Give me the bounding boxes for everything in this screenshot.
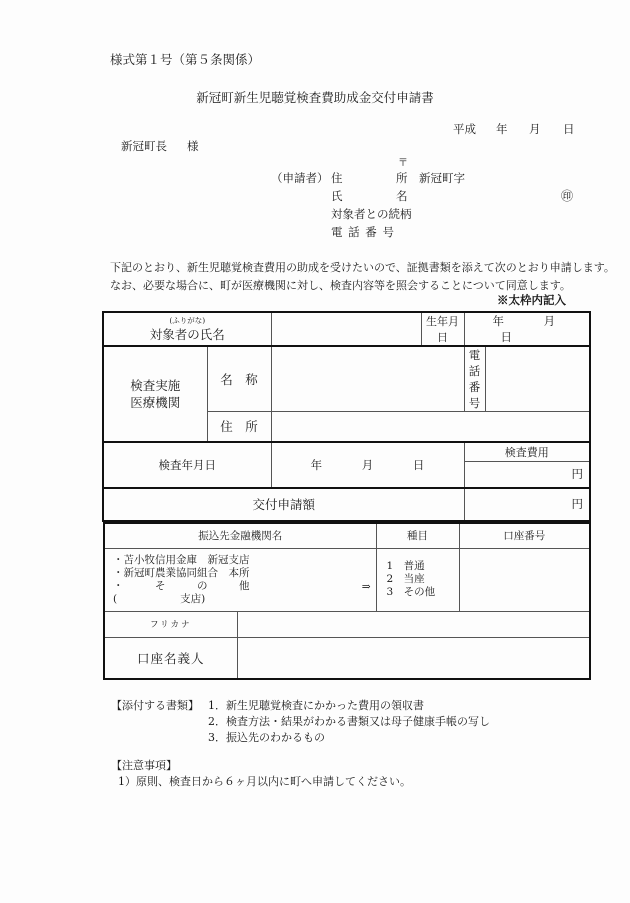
inst-name-label: 名 称 bbox=[207, 346, 271, 412]
subject-name-field[interactable] bbox=[271, 312, 421, 346]
attachments-label: 【添付する書類】 bbox=[111, 699, 199, 712]
holder-kana-field[interactable] bbox=[237, 611, 590, 637]
inst-address-label: 住 所 bbox=[207, 412, 271, 442]
account-header: 口座番号 bbox=[459, 523, 590, 548]
date-era: 平成 bbox=[453, 122, 476, 136]
bank-option-niikappu-ja[interactable]: ・新冠町農業協同組合 本所 bbox=[113, 566, 250, 579]
note-item: 1）原則、検査日から６ヶ月以内に町へ申請してください。 bbox=[118, 775, 411, 788]
date-day-field[interactable]: 日 bbox=[563, 122, 575, 136]
notes-label: 【注意事項】 bbox=[111, 759, 177, 772]
type-option-current[interactable]: 2 当座 bbox=[386, 573, 425, 585]
inst-address-field[interactable] bbox=[271, 412, 590, 442]
furigana-label: (ふりがな) bbox=[169, 315, 206, 325]
account-number-field[interactable] bbox=[459, 548, 590, 611]
bank-option-tomakomai[interactable]: ・苫小牧信用金庫 新冠支店 bbox=[113, 553, 250, 566]
exam-date-field[interactable]: 年 月 日 bbox=[271, 442, 464, 488]
kana-label: フリカナ bbox=[104, 611, 237, 637]
intro-line-2: なお、必要な場合に、町が医療機関に対し、検査内容等を照会することについて同意します。 bbox=[110, 279, 571, 292]
bank-options[interactable] bbox=[104, 548, 376, 611]
bank-option-other[interactable]: ・ そ の 他 bbox=[113, 579, 250, 592]
page-title: 新冠町新生児聴覚検査費助成金交付申請書 bbox=[196, 90, 434, 105]
bank-header: 振込先金融機関名 bbox=[104, 523, 376, 548]
exam-cost-label: 検査費用 bbox=[464, 442, 590, 462]
exam-cost-field[interactable]: 円 bbox=[464, 462, 590, 488]
date-year-field[interactable]: 年 bbox=[496, 122, 508, 136]
institution-label: 検査実施 医療機関 bbox=[103, 346, 207, 442]
phone-label: 電 話 番 号 bbox=[331, 225, 395, 239]
address-field[interactable]: 新冠町字 bbox=[419, 171, 465, 185]
type-option-ordinary[interactable]: 1 普通 bbox=[386, 560, 425, 572]
applicant-label: （申請者） bbox=[271, 171, 329, 185]
birthdate-field[interactable]: 年 月 日 bbox=[464, 312, 590, 346]
exam-date-label: 検査年月日 bbox=[103, 442, 271, 488]
holder-label: 口座名義人 bbox=[104, 637, 237, 679]
name-label-1: 氏 bbox=[331, 189, 343, 203]
bank-branch-field[interactable]: ( 支店) bbox=[113, 592, 206, 605]
inst-phone-label: 電話番号 bbox=[464, 346, 485, 412]
address-label-2: 所 bbox=[396, 171, 408, 185]
intro-line-1: 下記のとおり、新生児聴覚検査費用の助成を受けたいので、証拠書類を添えて次のとおり申請します。 bbox=[110, 261, 615, 274]
holder-name-field[interactable] bbox=[237, 637, 590, 679]
account-type-options[interactable] bbox=[376, 548, 459, 611]
attachment-item: 3．振込先のわかるもの bbox=[208, 731, 325, 744]
request-amount-label: 交付申請額 bbox=[103, 488, 464, 521]
type-header: 種目 bbox=[376, 523, 459, 548]
address-label-1: 住 bbox=[331, 171, 343, 185]
inst-phone-field[interactable] bbox=[485, 346, 590, 412]
bank-transfer-table bbox=[103, 522, 591, 680]
application-table bbox=[102, 311, 591, 522]
relation-label: 対象者との続柄 bbox=[331, 207, 412, 221]
request-amount-field[interactable]: 円 bbox=[464, 488, 590, 521]
arrow-right-icon: ⇒ bbox=[361, 580, 371, 593]
addressee-honorific: 様 bbox=[187, 139, 199, 153]
date-month-field[interactable]: 月 bbox=[529, 122, 541, 136]
addressee-name: 新冠町長 bbox=[121, 139, 167, 153]
subject-name-label: (ふりがな) 対象者の氏名 bbox=[103, 312, 271, 346]
attachment-item: 1．新生児聴覚検査にかかった費用の領収書 bbox=[208, 699, 424, 712]
bold-frame-note: ※太枠内記入 bbox=[497, 293, 566, 307]
attachment-item: 2．検査方法・結果がわかる書類又は母子健康手帳の写し bbox=[208, 715, 490, 728]
postal-mark: 〒 bbox=[398, 158, 408, 169]
inst-name-field[interactable] bbox=[271, 346, 464, 412]
birthdate-label: 生年月日 bbox=[421, 312, 464, 346]
type-option-other[interactable]: 3 その他 bbox=[386, 586, 436, 598]
seal-icon: ㊞ bbox=[561, 189, 574, 203]
form-number: 様式第１号（第５条関係） bbox=[110, 52, 261, 67]
name-label-2: 名 bbox=[396, 189, 408, 203]
